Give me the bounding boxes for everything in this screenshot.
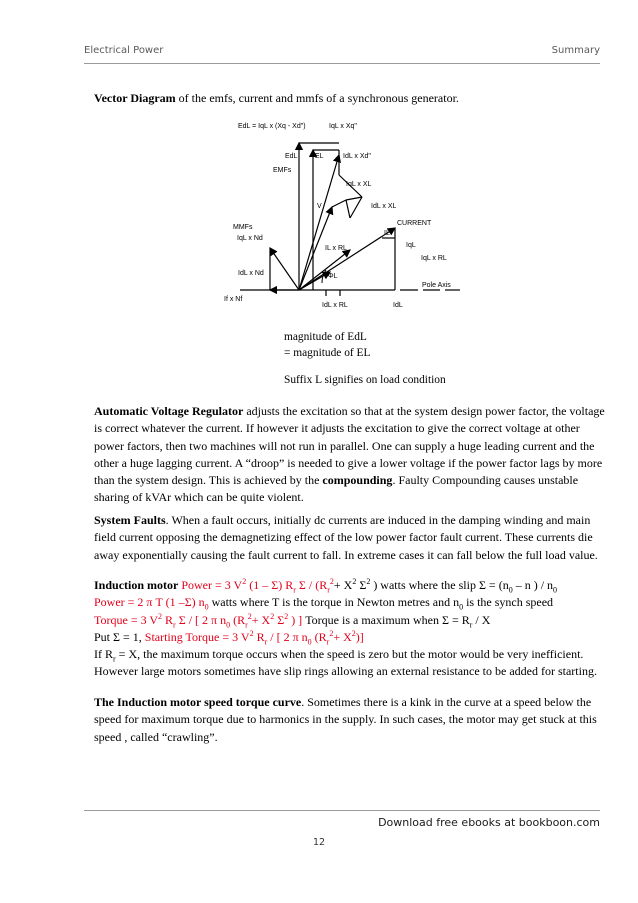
label-el: EL — [315, 153, 324, 160]
label-idl-rl: IdL x RL — [322, 302, 348, 309]
avr-title: Automatic Voltage Regulator — [94, 404, 244, 418]
label-pole-axis: Pole Axis — [422, 282, 451, 289]
induction-line-5: If $R_r = X$, the maximum torque occurs when the speed is zero but the motor would be very inefficient. — [94, 647, 584, 664]
note-magnitude-1: magnitude of EdL — [284, 331, 367, 343]
bookboon-link[interactable]: Download free ebooks at bookboon.com — [378, 816, 600, 829]
vector-diagram-title: Vector Diagram — [94, 91, 176, 105]
label-phil: ΦL — [328, 273, 338, 280]
label-mmfs: MMFs — [233, 224, 253, 231]
label-edl: EdL — [285, 153, 298, 160]
label-if-nf: If x Nf — [224, 296, 243, 303]
curve-paragraph: The Induction motor speed torque curve. Sometimes there is a kink in the curve at a speed below the speed for maximum torque due to harmonics in the supply. In such cases, the motor may get stuck at this speed , called “crawling”. — [94, 695, 597, 744]
label-iql-nd: IqL x Nd — [237, 235, 263, 242]
label-iql-rl: IqL x RL — [421, 255, 447, 262]
label-edl-eq: EdL = IqL x (Xq - Xd") — [238, 123, 306, 130]
induction-line-6: However large motors sometimes have slip rings allowing an external resistance to be added for starting. — [94, 664, 597, 679]
label-iql: IqL — [406, 242, 416, 249]
running-header-left: Electrical Power — [84, 45, 164, 56]
note-suffix: Suffix L signifies on load condition — [284, 374, 446, 386]
curve-title: The Induction motor speed torque curve — [94, 695, 302, 709]
label-il-rl: IL x RL — [325, 245, 347, 252]
label-idl-nd: IdL x Nd — [238, 270, 264, 277]
induction-paragraph — [94, 577, 606, 681]
label-emfs: EMFs — [273, 167, 292, 174]
label-current: CURRENT — [397, 220, 432, 227]
label-idl-xd: IdL x Xd" — [343, 153, 371, 160]
label-idl: IdL — [393, 302, 403, 309]
induction-line-3: Torque = 3 $V^2$ $R_r$ Σ / [ 2 π $n_0$ ($R_r^2+ X^2$ $\Sigma^2$ ) ] Torque is a maximum when $\Sigma = R_r / X$ — [94, 611, 491, 629]
label-idl-xl: IdL x XL — [371, 203, 397, 210]
footer-rule — [84, 810, 600, 811]
label-iql-xl: IqL x XL — [346, 181, 372, 188]
induction-line-1: Induction motor Power = 3 $V^2$ (1 – Σ) $R_r$ $\Sigma / (R_r^2+ X^2$ $\Sigma^2$ ) watts where the slip $\Sigma = (n_0 - n$ ) / $n_0$ — [94, 577, 558, 595]
note-magnitude-2: = magnitude of EL — [284, 347, 371, 359]
label-v: V — [317, 203, 322, 210]
vector-diagram — [220, 115, 470, 330]
header-rule — [84, 63, 600, 64]
faults-paragraph: System Faults. When a fault occurs, initially dc currents are induced in the damping winding and main field current opposing the demagnetizing effect of the low power factor fault current. These currents die away exponentially causing the fault current to fall. In extreme cases it can fall below the full load value. — [94, 513, 598, 562]
induction-line-2: Power = 2 π T (1 –Σ) $n_0$ watts where T is the torque in Newton metres and $n_0$ is the synch speed — [94, 595, 554, 612]
running-header-right: Summary — [551, 45, 600, 56]
induction-line-4: Put Σ = 1, Starting Torque = 3 $V^2$ $R_r$ / [ 2 π $n_0$ $(R_r^2+ X^2)$] — [94, 628, 364, 647]
label-iql-xq: IqL x Xq" — [329, 123, 357, 130]
label-il: IL — [384, 230, 390, 237]
vector-diagram-intro: Vector Diagram of the emfs, current and mmfs of a synchronous generator. — [94, 91, 459, 105]
induction-title: Induction motor — [94, 578, 179, 592]
faults-title: System Faults — [94, 513, 166, 527]
page-number: 12 — [312, 837, 326, 848]
avr-paragraph: Automatic Voltage Regulator adjusts the excitation so that at the system design power factor, the voltage is correct whatever the current. If however it adjusts the excitation to give the correct voltage at other power factors, then two machines will not run in parallel. One can supply a huge leading current and the other a huge lagging current. A “droop” is needed to give a lower voltage if the power factor lags by more than the system design. This is achieved by the compounding. Faulty Compounding causes unstable sharing of kVAr which can be quite violent. — [94, 404, 605, 505]
